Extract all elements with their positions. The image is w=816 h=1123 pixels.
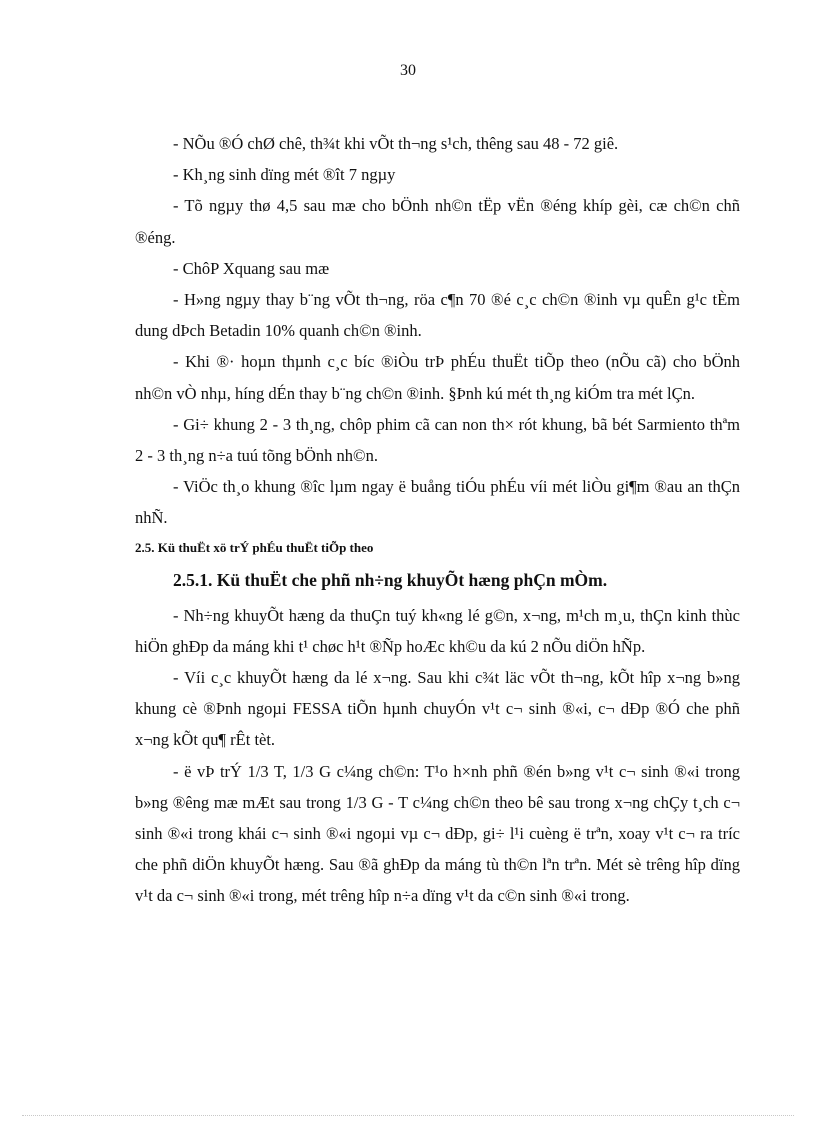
page-bottom-rule: [22, 1115, 794, 1116]
bullet-paragraph: - Kh¸ng sinh dïng mét ®ît 7 ngµy: [173, 165, 396, 185]
bullet-paragraph: - Nh÷ng khuyÕt hæng da thuÇn tuý kh«ng lé g©n, x¬ng, m¹ch m¸u, thÇn kinh thùc hiÖn ghÐp da máng khi t¹ chøc h¹t ®Ñp hoÆc kh©u da kú 2 nÕu diÖn hÑp.: [135, 605, 740, 656]
bullet-paragraph: - ViÖc th¸o khung ®îc lµm ngay ë buång tiÓu phÉu víi mét liÒu gi¶m ®au an thÇn nhÑ.: [135, 477, 740, 528]
page-number: 30: [400, 62, 416, 79]
bullet-paragraph: - Víi c¸c khuyÕt hæng da lé x¬ng. Sau khi c¾t läc vÕt th¬ng, kÕt hîp x¬ng b»ng khung cè ®Þnh ngoµi FESSA tiÕn hµnh chuyÓn v¹t c¬ sinh ®«i, c¬ dÐp ®Ó che phñ x¬ng kÕt qu¶ rÊt tèt.: [135, 668, 740, 750]
bullet-paragraph: - Tõ ngµy thø 4,5 sau mæ cho bÖnh nh©n tËp vËn ®éng khíp gèi, cæ ch©n chñ ®éng.: [135, 196, 740, 247]
subsection-heading: 2.5.1. Kü thuËt che phñ nh÷ng khuyÕt hæng phÇn mÒm.: [173, 569, 608, 590]
document-body: [135, 128, 740, 912]
bullet-paragraph: - NÕu ®Ó chØ chê, th¾t khi vÕt th¬ng s¹ch, thêng sau 48 - 72 giê.: [173, 134, 619, 153]
bullet-paragraph: - H»ng ngµy thay b¨ng vÕt th¬ng, röa c¶n 70 ®é c¸c ch©n ®inh vµ quÊn g¹c tÈm dung dÞch Betadin 10% quanh ch©n ®inh.: [135, 290, 740, 341]
bullet-paragraph: - ë vÞ trÝ 1/3 T, 1/3 G c¼ng ch©n: T¹o h×nh phñ ®én b»ng v¹t c¬ sinh ®«i trong b»ng ®êng mæ mÆt sau trong 1/3 G - T c¼ng ch©n theo bê sau trong x¬ng chÇy t¸ch c¬ sinh ®«i trong khái c¬ sinh ®«i ngoµi vµ c¬ dÐp, gi÷ l¹i cuèng ë trªn, xoay v¹t c¬ ra tríc che phñ diÖn khuyÕt hæng. Sau ®ã ghÐp da máng tù th©n lªn trªn. Mét sè trêng hîp dïng v¹t da c¬ sinh ®«i trong, mét trêng hîp n÷a dïng v¹t da c©n sinh ®«i trong.: [135, 761, 740, 906]
section-heading: 2.5. Kü thuËt xö trÝ phÉu thuËt tiÕp theo: [135, 539, 374, 555]
bullet-paragraph: - Khi ®· hoµn thµnh c¸c bíc ®iÒu trÞ phÉu thuËt tiÕp theo (nÕu cã) cho bÖnh nh©n vÒ nhµ, híng dÉn thay b¨ng ch©n ®inh. §Þnh kú mét th¸ng kiÓm tra mét lÇn.: [135, 352, 740, 403]
bullet-paragraph: - Gi÷ khung 2 - 3 th¸ng, chôp phim cã can non th× rót khung, bã bét Sarmiento thªm 2 - 3 th¸ng n÷a tuú tõng bÖnh nh©n.: [135, 414, 740, 466]
bullet-paragraph: - ChôP Xquang sau mæ: [173, 258, 330, 278]
